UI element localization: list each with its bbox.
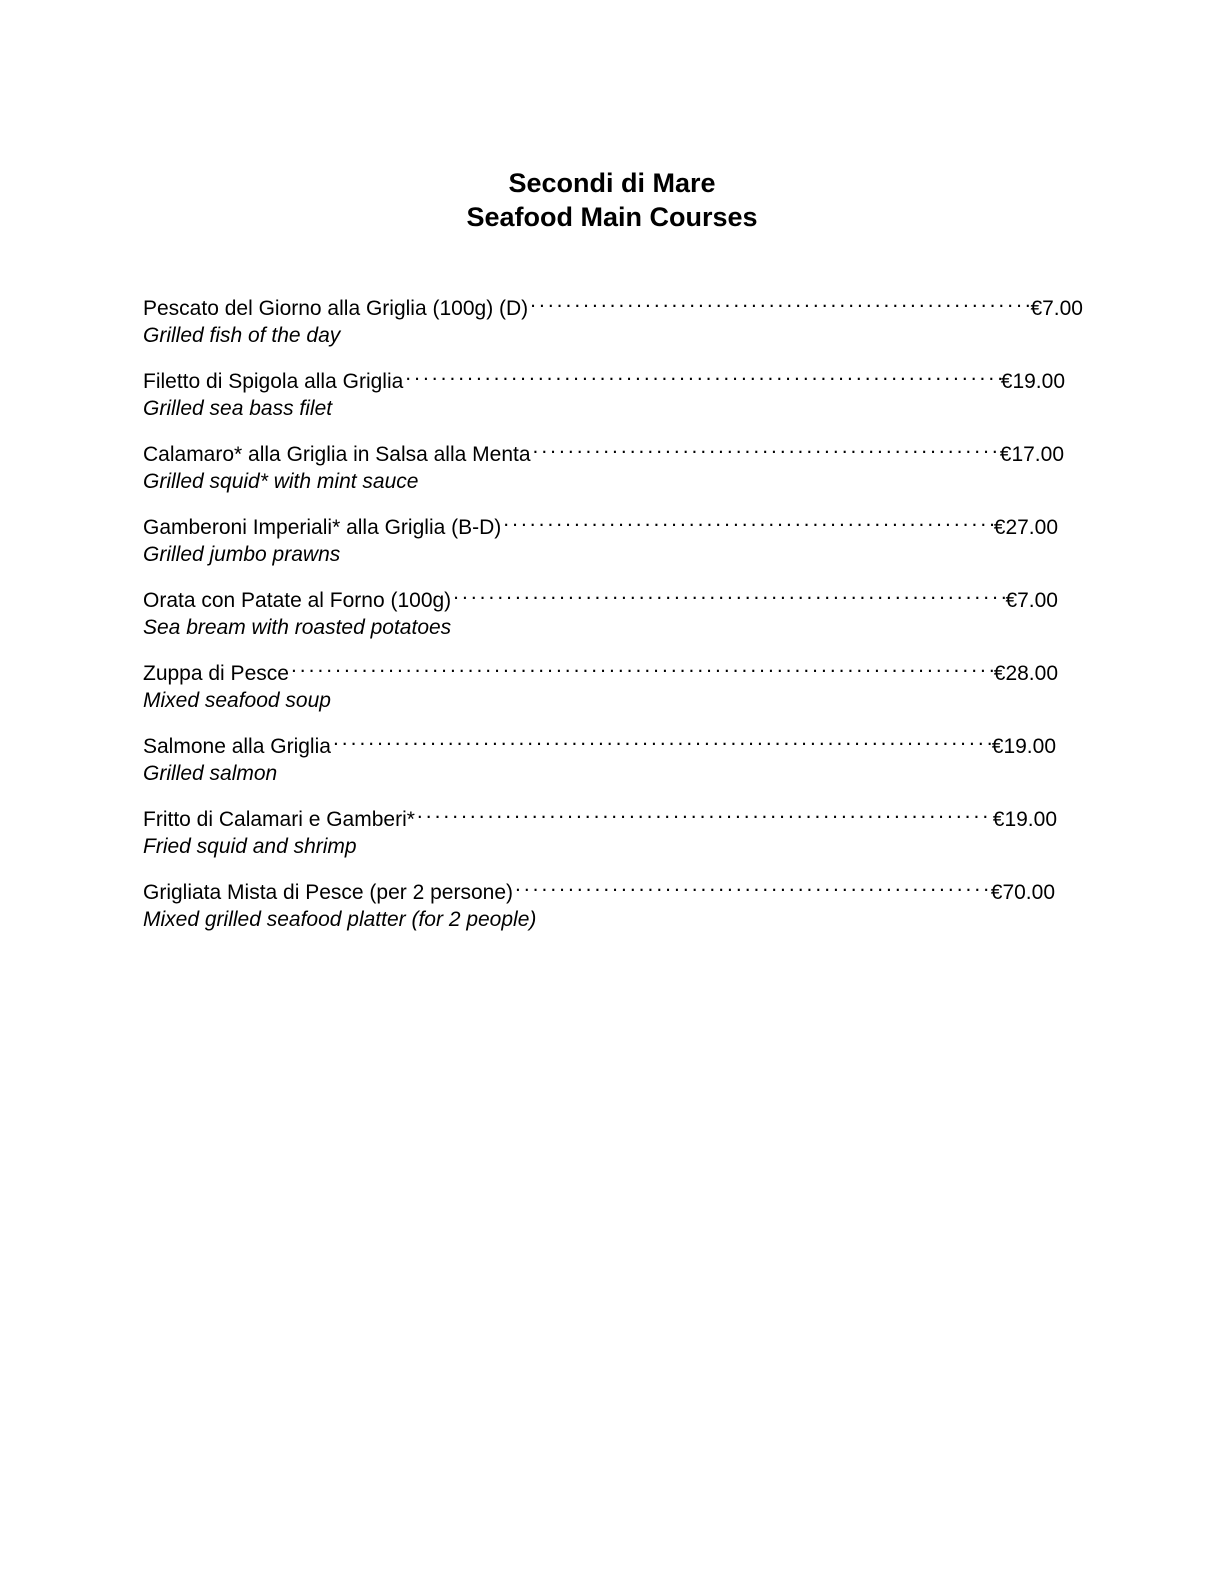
item-description: Grilled jumbo prawns <box>143 543 341 566</box>
menu-item <box>143 652 1058 725</box>
menu-item <box>143 360 1065 433</box>
item-name: Fritto di Calamari e Gamberi* <box>143 808 415 831</box>
item-price: €70.00 <box>990 881 1055 904</box>
dot-leader <box>513 871 991 899</box>
menu-item <box>143 579 1058 652</box>
item-price: €7.00 <box>1030 297 1083 320</box>
dot-leader <box>415 798 993 826</box>
item-price: €19.00 <box>992 808 1057 831</box>
menu-item <box>143 798 1057 871</box>
item-price: €17.00 <box>999 443 1064 466</box>
item-description: Grilled salmon <box>143 762 278 785</box>
item-description: Fried squid and shrimp <box>143 835 357 858</box>
item-description: Mixed grilled seafood platter (for 2 people) <box>143 908 537 931</box>
item-name: Zuppa di Pesce <box>143 662 289 685</box>
menu-item <box>143 871 1055 944</box>
item-description: Sea bream with roasted potatoes <box>143 616 452 639</box>
item-description: Grilled fish of the day <box>143 324 341 347</box>
item-name: Gamberoni Imperiali* alla Griglia (B-D) <box>143 516 502 539</box>
item-price: €19.00 <box>1000 370 1065 393</box>
item-price: €27.00 <box>993 516 1058 539</box>
menu-title <box>0 166 1224 234</box>
dot-leader <box>403 360 1000 388</box>
dot-leader <box>451 579 1005 607</box>
item-name: Filetto di Spigola alla Griglia <box>143 370 404 393</box>
item-description: Grilled sea bass filet <box>143 397 333 420</box>
item-description: Mixed seafood soup <box>143 689 331 712</box>
title-english: Seafood Main Courses <box>466 202 758 232</box>
item-description: Grilled squid* with mint sauce <box>143 470 419 493</box>
item-name: Calamaro* alla Griglia in Salsa alla Menta <box>143 443 531 466</box>
dot-leader <box>531 433 1000 461</box>
menu-list <box>143 287 1083 944</box>
item-price: €28.00 <box>993 662 1058 685</box>
item-name: Grigliata Mista di Pesce (per 2 persone) <box>143 881 513 904</box>
item-price: €7.00 <box>1005 589 1058 612</box>
menu-item <box>143 433 1064 506</box>
dot-leader <box>528 287 1030 315</box>
dot-leader <box>501 506 993 534</box>
item-price: €19.00 <box>991 735 1056 758</box>
dot-leader <box>289 652 994 680</box>
title-italian: Secondi di Mare <box>508 168 716 198</box>
menu-item <box>143 506 1058 579</box>
menu-item <box>143 287 1083 360</box>
menu-item <box>143 725 1056 798</box>
item-name: Pescato del Giorno alla Griglia (100g) (D) <box>143 297 529 320</box>
item-name: Salmone alla Griglia <box>143 735 331 758</box>
item-name: Orata con Patate al Forno (100g) <box>143 589 452 612</box>
dot-leader <box>331 725 992 753</box>
